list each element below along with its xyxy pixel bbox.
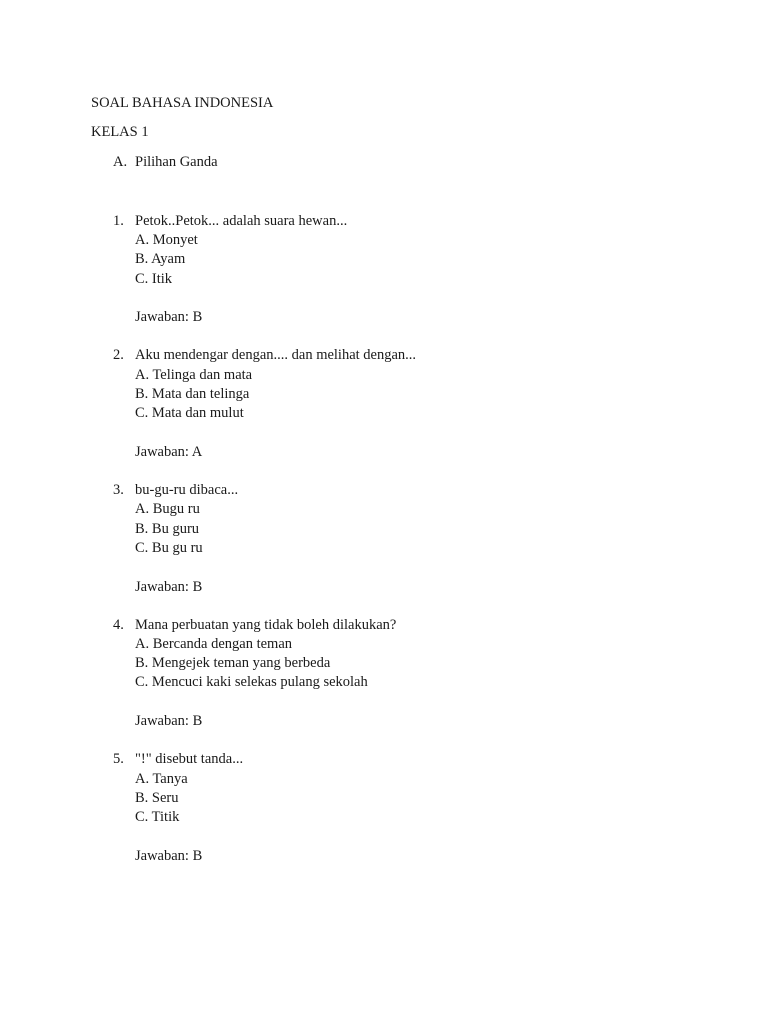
question-number: 1. (113, 213, 124, 229)
question-text: Aku mendengar dengan.... dan melihat dengan... (135, 347, 417, 363)
document-title: SOAL BAHASA INDONESIA (91, 95, 274, 111)
section-label: Pilihan Ganda (135, 154, 218, 170)
grade-label: KELAS 1 (91, 124, 149, 140)
question-text: "!" disebut tanda... (135, 751, 244, 767)
section-marker: A. (113, 154, 128, 170)
answer-key: Jawaban: B (135, 713, 203, 729)
question-text: Petok..Petok... adalah suara hewan... (135, 213, 348, 229)
answer-key: Jawaban: B (135, 309, 203, 325)
question-text: bu-gu-ru dibaca... (135, 482, 239, 498)
option-b: B. Seru (135, 790, 179, 806)
option-c: C. Bu gu ru (135, 540, 203, 556)
option-a: A. Bugu ru (135, 501, 200, 517)
option-b: B. Bu guru (135, 521, 200, 537)
option-b: B. Mata dan telinga (135, 386, 250, 402)
question-text: Mana perbuatan yang tidak boleh dilakukan? (135, 617, 397, 633)
question-number: 4. (113, 617, 124, 633)
option-a: A. Monyet (135, 232, 198, 248)
option-c: C. Mencuci kaki selekas pulang sekolah (135, 674, 368, 690)
answer-key: Jawaban: B (135, 579, 203, 595)
option-a: A. Telinga dan mata (135, 367, 253, 383)
option-b: B. Mengejek teman yang berbeda (135, 655, 331, 671)
option-c: C. Mata dan mulut (135, 405, 244, 421)
option-b: B. Ayam (135, 251, 186, 267)
answer-key: Jawaban: A (135, 444, 203, 460)
question-number: 5. (113, 751, 124, 767)
option-c: C. Titik (135, 809, 180, 825)
question-number: 3. (113, 482, 124, 498)
option-c: C. Itik (135, 271, 173, 287)
answer-key: Jawaban: B (135, 848, 203, 864)
option-a: A. Bercanda dengan teman (135, 636, 293, 652)
question-number: 2. (113, 347, 124, 363)
option-a: A. Tanya (135, 771, 188, 787)
